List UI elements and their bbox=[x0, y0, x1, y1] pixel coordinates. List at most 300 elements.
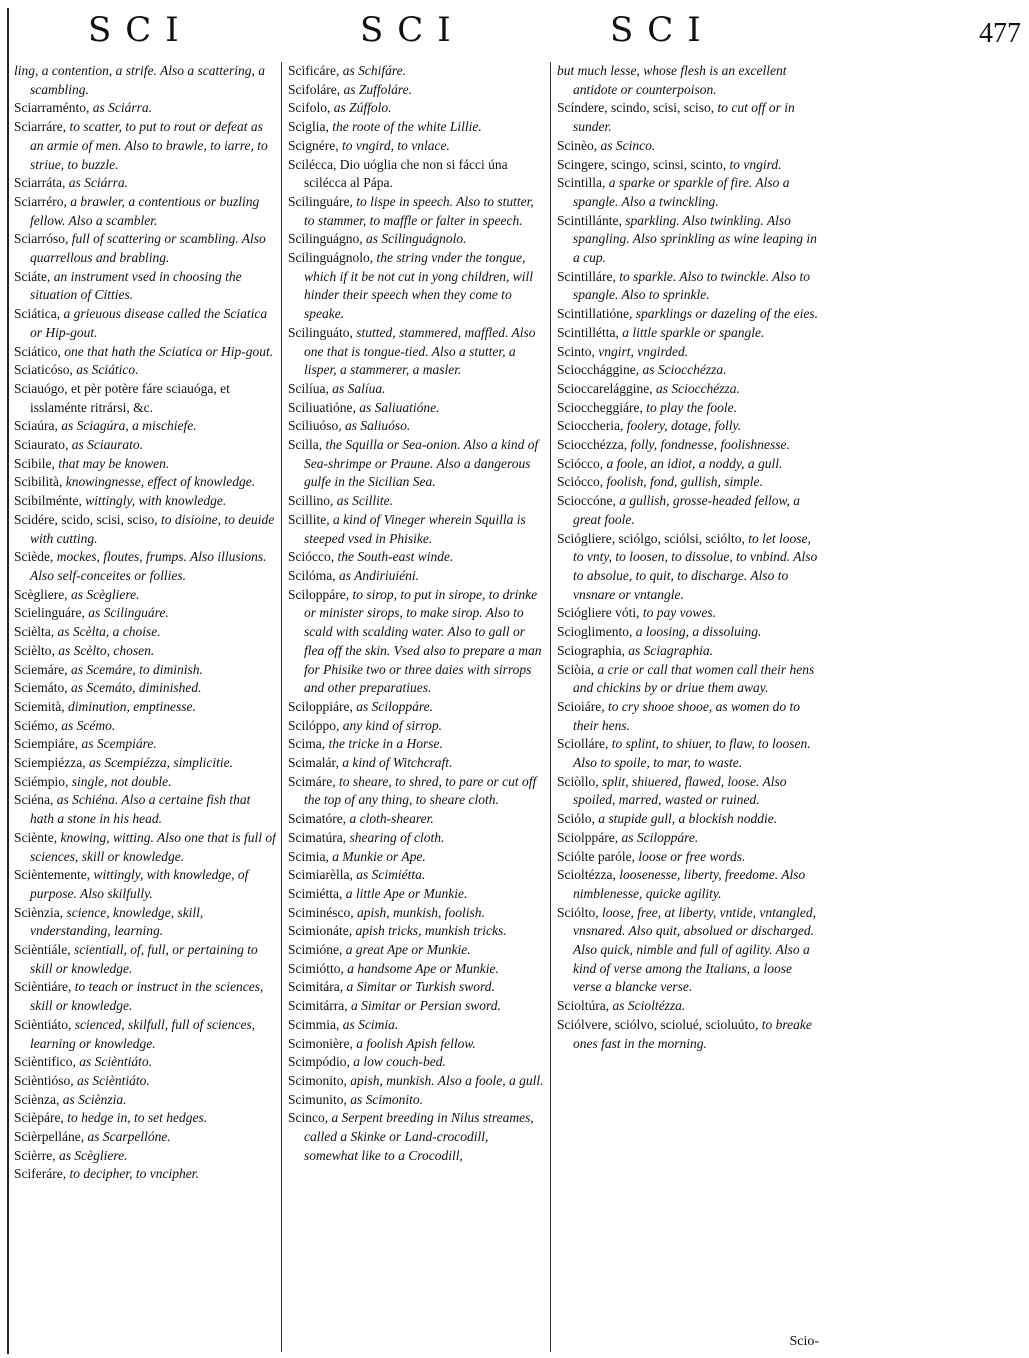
dictionary-entry bbox=[557, 455, 819, 474]
headword: Sciólvere, sciólvo, sciolué, scioluúto, bbox=[557, 1016, 759, 1032]
dictionary-entry bbox=[14, 791, 276, 828]
definition: shearing of cloth. bbox=[349, 829, 445, 845]
definition: as Sciárra. bbox=[92, 100, 152, 116]
definition: as Scimonito. bbox=[350, 1091, 424, 1107]
headword: Scièntiáto, bbox=[14, 1016, 72, 1032]
definition: knowing, witting. Also one that is full of sciences, skill or knowledge. bbox=[30, 829, 276, 864]
headword: Scègliere, bbox=[14, 586, 68, 602]
dictionary-entry bbox=[14, 492, 276, 511]
headword: Sciliuatióne, bbox=[288, 399, 356, 415]
definition: as Schiéna. Also a certaine fish that hath a stone in his head. bbox=[30, 792, 251, 827]
dictionary-entry bbox=[557, 473, 819, 492]
dictionary-entry bbox=[14, 978, 276, 1015]
dictionary-entry bbox=[557, 829, 819, 848]
headword: Scièrpelláne, bbox=[14, 1129, 85, 1145]
headword: Scimonière, bbox=[288, 1035, 353, 1051]
dictionary-column-3 bbox=[557, 62, 819, 1354]
headword: Sciènza, bbox=[14, 1091, 60, 1107]
dictionary-entry bbox=[14, 268, 276, 305]
dictionary-entry bbox=[288, 249, 545, 324]
headword: Sciòllo, bbox=[557, 773, 599, 789]
definition: the roote of the white Lillie. bbox=[332, 119, 482, 135]
dictionary-entry bbox=[557, 698, 819, 735]
headword: Scima, bbox=[288, 736, 326, 752]
dictionary-entry bbox=[14, 473, 276, 492]
definition: as Scemáre, to diminish. bbox=[70, 661, 203, 677]
headword: Scimpódio, bbox=[288, 1054, 350, 1070]
definition: as Zúffolo. bbox=[333, 100, 392, 116]
headword: Scièlta, bbox=[14, 624, 55, 640]
dictionary-entry bbox=[557, 1016, 819, 1053]
dictionary-entry bbox=[288, 866, 545, 885]
dictionary-entry bbox=[288, 1091, 545, 1110]
definition: to lispe in speech. Also to stutter, to stammer, to maffle or falter in speech. bbox=[304, 193, 534, 228]
dictionary-entry bbox=[557, 212, 819, 268]
definition: a great Ape or Munkie. bbox=[345, 942, 471, 958]
definition: as Salíua. bbox=[332, 380, 386, 396]
dictionary-entry bbox=[557, 399, 819, 418]
definition: diminution, emptinesse. bbox=[68, 698, 196, 714]
definition: a grieuous disease called the Sciatica or Hip-gout. bbox=[30, 306, 268, 340]
definition: to pay vowes. bbox=[642, 605, 716, 621]
headword: Scilinguáto, bbox=[288, 324, 353, 340]
definition: a gullish, grosse-headed fellow, a great foole. bbox=[573, 493, 800, 527]
definition: the South-east winde. bbox=[337, 549, 454, 565]
definition: as Scémo. bbox=[61, 717, 116, 733]
dictionary-entry bbox=[14, 1072, 276, 1091]
dictionary-entry bbox=[288, 492, 545, 511]
headword: Scifoláre, bbox=[288, 81, 341, 97]
dictionary-entry bbox=[14, 174, 276, 193]
definition: the string vnder the tongue, which if it be not cut in yong children, will hinder their speech when they come to speake. bbox=[304, 250, 533, 322]
headword: Scimalár, bbox=[288, 755, 339, 771]
headword: Sciócco, bbox=[288, 549, 335, 565]
headword: Scioccheria, bbox=[557, 418, 624, 434]
dictionary-entry bbox=[14, 623, 276, 642]
headword: Scintilla, bbox=[557, 175, 606, 191]
dictionary-entry bbox=[557, 530, 819, 605]
dictionary-entry bbox=[288, 941, 545, 960]
dictionary-entry bbox=[14, 1091, 276, 1110]
headword: Sciloppiáre, bbox=[288, 698, 353, 714]
definition: as Scemáto, diminished. bbox=[71, 680, 202, 696]
dictionary-entry bbox=[14, 230, 276, 267]
definition: a kind of Witchcraft. bbox=[342, 755, 453, 771]
definition: wittingly, with knowledge. bbox=[85, 493, 227, 509]
headword: Sciède, bbox=[14, 549, 54, 565]
headword: Scièntiále, bbox=[14, 942, 71, 958]
headword: Scimáre, bbox=[288, 773, 336, 789]
dictionary-entry bbox=[14, 417, 276, 436]
definition: stutted, stammered, maffled. Also one that is tongue-tied. Also a stutter, a lisper, a stammerer, a masler. bbox=[304, 324, 536, 378]
dictionary-entry bbox=[288, 62, 545, 81]
dictionary-entry bbox=[14, 1053, 276, 1072]
definition: the Squilla or Sea-onion. Also a kind of Sea-shrimpe or Praune. Also a dangerous gulfe in the Sicilian Sea. bbox=[304, 437, 539, 490]
definition: to play the foole. bbox=[646, 399, 737, 415]
dictionary-entry bbox=[557, 904, 819, 998]
dictionary-entry bbox=[14, 1109, 276, 1128]
definition: ling, a contention, a strife. Also a scattering, a scambling. bbox=[14, 63, 265, 97]
headword: Sciglia, bbox=[288, 119, 329, 135]
definition: a Serpent breeding in Nilus streames, called a Skinke or Land-crocodill, somewhat like to a Crocodill, bbox=[304, 1110, 534, 1163]
headword: Scimunito, bbox=[288, 1091, 347, 1107]
definition: as Scempiézza, simplicitie. bbox=[88, 755, 233, 771]
dictionary-entry bbox=[557, 62, 819, 99]
headword: Scilinguágno, bbox=[288, 231, 363, 247]
headword: Scioltúra, bbox=[557, 998, 610, 1014]
headword: Scibilménte, bbox=[14, 493, 82, 509]
definition: to disioine, to deuide with cutting. bbox=[30, 511, 275, 546]
dictionary-entry bbox=[557, 436, 819, 455]
definition: a Simitar or Persian sword. bbox=[350, 998, 501, 1014]
definition: to cry shooe shooe, as women do to their hens. bbox=[573, 698, 800, 733]
definition: a little sparkle or spangle. bbox=[622, 324, 765, 340]
definition: as Scèlto, chosen. bbox=[58, 642, 155, 658]
dictionary-entry bbox=[557, 642, 819, 661]
definition: as Sciocchézza. bbox=[655, 380, 740, 396]
headword: Scillite, bbox=[288, 511, 330, 527]
headword: Scièntifico, bbox=[14, 1054, 76, 1070]
headword: Sciéna, bbox=[14, 792, 54, 808]
definition: to scatter, to put to rout or defeat as an armie of men. Also to brawle, to iarre, to striue, to buzzle. bbox=[30, 119, 268, 172]
dictionary-entry bbox=[288, 511, 545, 548]
definition: folly, fondnesse, foolishnesse. bbox=[630, 437, 790, 453]
definition: as Sciárra. bbox=[68, 175, 128, 191]
dictionary-entry bbox=[288, 156, 545, 193]
headword: Scibilità, bbox=[14, 474, 63, 490]
dictionary-entry bbox=[557, 735, 819, 772]
headword: Sciocchággine, bbox=[557, 362, 640, 378]
headword: Sciógliere vóti, bbox=[557, 605, 640, 621]
definition: science, knowledge, skill, vnderstanding, learning. bbox=[30, 904, 204, 939]
definition: as Sciloppáre. bbox=[356, 698, 433, 714]
definition: any kind of sirrop. bbox=[342, 717, 443, 733]
headword: Sciémo, bbox=[14, 717, 58, 733]
headword: Sciographia, bbox=[557, 642, 625, 658]
dictionary-entry bbox=[288, 193, 545, 230]
definition: sparklings or dazeling of the eies. bbox=[635, 306, 818, 322]
headword: Scillino, bbox=[288, 493, 334, 509]
running-header bbox=[0, 10, 1029, 58]
dictionary-entry bbox=[557, 661, 819, 698]
definition: to hedge in, to set hedges. bbox=[67, 1110, 208, 1126]
headword: Scilóppo, bbox=[288, 717, 340, 733]
headword: Sciempiézza, bbox=[14, 755, 86, 771]
dictionary-entry bbox=[288, 1109, 545, 1165]
dictionary-entry bbox=[288, 137, 545, 156]
definition: scienced, skilfull, full of sciences, learning or knowledge. bbox=[30, 1016, 256, 1051]
headword: Scintillánte, bbox=[557, 212, 622, 228]
definition: as Sciloppáre. bbox=[621, 829, 699, 845]
definition: one that hath the Sciatica or Hip-gout. bbox=[64, 343, 274, 359]
dictionary-entry bbox=[557, 810, 819, 829]
headword: Sciolppáre, bbox=[557, 829, 619, 845]
definition: a cloth-shearer. bbox=[349, 811, 434, 827]
dictionary-entry bbox=[14, 511, 276, 548]
catchword: Scio- bbox=[789, 1334, 819, 1349]
definition: to decipher, to vncipher. bbox=[69, 1166, 199, 1182]
headword: Scimatúra, bbox=[288, 829, 347, 845]
headword: Scinco, bbox=[288, 1110, 329, 1126]
headword: Sciolláre, bbox=[557, 736, 609, 752]
dictionary-entry bbox=[14, 193, 276, 230]
dictionary-entry bbox=[14, 604, 276, 623]
dictionary-entry bbox=[557, 324, 819, 343]
headword: Sciático, bbox=[14, 343, 61, 359]
definition: as Scimia. bbox=[342, 1016, 399, 1032]
headword: Scilóma, bbox=[288, 567, 336, 583]
headword: Sciemáre, bbox=[14, 661, 68, 677]
definition: as Saliuatióne. bbox=[359, 399, 440, 415]
definition: as Zuffoláre. bbox=[343, 81, 412, 97]
dictionary-entry bbox=[14, 941, 276, 978]
column-divider bbox=[281, 62, 282, 1352]
dictionary-entry bbox=[14, 735, 276, 754]
definition: to vngird, to vnlace. bbox=[341, 137, 450, 153]
definition: as Scilinguáre. bbox=[88, 605, 169, 621]
definition: a low couch-bed. bbox=[353, 1054, 446, 1070]
header-center: SCI bbox=[360, 10, 465, 50]
headword: Sciarraménto, bbox=[14, 100, 90, 116]
headword: Scintillatióne, bbox=[557, 306, 633, 322]
dictionary-entry bbox=[14, 343, 276, 362]
dictionary-entry bbox=[557, 866, 819, 903]
definition: as Scillite. bbox=[336, 493, 394, 509]
definition: a sparke or sparkle of fire. Also a spangle. Also a twinckling. bbox=[573, 175, 790, 209]
dictionary-entry bbox=[14, 436, 276, 455]
dictionary-entry bbox=[288, 567, 545, 586]
headword: Sciemáto, bbox=[14, 680, 68, 696]
dictionary-entry bbox=[14, 754, 276, 773]
headword: Scinèo, bbox=[557, 137, 598, 153]
definition: foolery, dotage, folly. bbox=[626, 418, 742, 434]
definition: as Scièntiáto. bbox=[79, 1054, 152, 1070]
dictionary-entry bbox=[288, 960, 545, 979]
definition: a Munkie or Ape. bbox=[332, 848, 426, 864]
dictionary-entry bbox=[557, 623, 819, 642]
definition: the tricke in a Horse. bbox=[328, 736, 443, 752]
definition: but much lesse, whose flesh is an excellent antidote or counterpoison. bbox=[557, 63, 787, 97]
headword: Scintillétta, bbox=[557, 324, 619, 340]
dictionary-entry bbox=[14, 698, 276, 717]
headword: Scioiáre, bbox=[557, 698, 605, 714]
headword: Scioltézza, bbox=[557, 867, 616, 883]
headword: Sciólte paróle, bbox=[557, 848, 635, 864]
definition: as Sciagraphia. bbox=[628, 642, 713, 658]
headword: Scilla, bbox=[288, 437, 323, 453]
headword: Sciólo, bbox=[557, 811, 595, 827]
dictionary-entry bbox=[557, 997, 819, 1016]
dictionary-entry bbox=[288, 1053, 545, 1072]
dictionary-entry bbox=[288, 399, 545, 418]
headword: Scimiótto, bbox=[288, 960, 344, 976]
column-divider bbox=[550, 62, 551, 1352]
dictionary-entry bbox=[14, 661, 276, 680]
dictionary-entry bbox=[288, 885, 545, 904]
dictionary-entry bbox=[14, 1128, 276, 1147]
dictionary-entry bbox=[14, 380, 276, 417]
definition: sparkling. Also twinkling. Also spangling. Also sprinkling as wine leaping in a cup. bbox=[573, 212, 817, 266]
definition: as Sciocchézza. bbox=[642, 362, 727, 378]
definition: single, not double. bbox=[71, 773, 172, 789]
definition: to teach or instruct in the sciences, skill or knowledge. bbox=[30, 979, 264, 1014]
definition: to cut off or in sunder. bbox=[573, 100, 795, 135]
dictionary-entry bbox=[557, 137, 819, 156]
headword: Sciarróso, bbox=[14, 231, 69, 247]
headword: Sciólto, bbox=[557, 904, 599, 920]
definition: that may be knowen. bbox=[58, 455, 170, 471]
headword: Sciliuóso, bbox=[288, 418, 342, 434]
headword: Scièlto, bbox=[14, 642, 55, 658]
dictionary-entry bbox=[288, 904, 545, 923]
definition: as Scègliere. bbox=[70, 586, 140, 602]
dictionary-entry bbox=[14, 1147, 276, 1166]
headword: Sciócco, bbox=[557, 455, 604, 471]
headword: Sciarréro, bbox=[14, 193, 67, 209]
definition: to sheare, to shred, to pare or cut off the top of any thing, to sheare cloth. bbox=[304, 773, 537, 808]
dictionary-entry bbox=[288, 417, 545, 436]
definition: as Scempiáre. bbox=[81, 736, 157, 752]
headword: Scioccóne, bbox=[557, 493, 616, 509]
definition: to sparkle. Also to twinckle. Also to spangle. Also to sprinkle. bbox=[573, 268, 810, 303]
headword: Sciloppáre, bbox=[288, 586, 350, 602]
definition: wittingly, with knowledge, of purpose. Also skilfully. bbox=[30, 867, 249, 901]
dictionary-entry bbox=[288, 548, 545, 567]
definition: apish tricks, munkish tricks. bbox=[355, 923, 507, 939]
definition: loose or free words. bbox=[638, 848, 746, 864]
headword: Scièntemente, bbox=[14, 867, 91, 883]
definition: as Sciático. bbox=[76, 362, 139, 378]
dictionary-entry bbox=[557, 174, 819, 211]
headword: Scintilláre, bbox=[557, 268, 616, 284]
definition: full of scattering or scambling. Also quarrellous and brabling. bbox=[30, 231, 266, 266]
header-left: SCI bbox=[88, 10, 193, 50]
dictionary-entry bbox=[557, 773, 819, 810]
definition: a foolish Apish fellow. bbox=[356, 1035, 476, 1051]
dictionary-entry bbox=[288, 810, 545, 829]
definition: split, shiuered, flawed, loose. Also spoiled, marred, wasted or ruined. bbox=[573, 773, 787, 808]
headword: Sciòia, bbox=[557, 661, 595, 677]
dictionary-entry bbox=[557, 343, 819, 362]
headword: Sciauógo, et pèr potère fáre sciauóga, et isslaménte ritrársi, &c. bbox=[14, 380, 230, 415]
dictionary-entry bbox=[557, 361, 819, 380]
headword: Scimitára, bbox=[288, 979, 344, 995]
headword: Scilinguáre, bbox=[288, 193, 353, 209]
headword: Sciémpio, bbox=[14, 773, 69, 789]
definition: as Saliuóso. bbox=[345, 418, 411, 434]
definition: to let loose, to vnty, to loosen, to dissolue, to vnbind. Also to absolue, to quit, to discharge. Also to vnsnare or vntangle. bbox=[573, 530, 818, 602]
definition: a foole, an idiot, a noddy, a gull. bbox=[606, 455, 783, 471]
header-right: SCI bbox=[610, 10, 715, 50]
dictionary-entry bbox=[14, 305, 276, 342]
definition: apish, munkish, foolish. bbox=[357, 904, 485, 920]
dictionary-entry bbox=[14, 642, 276, 661]
headword: Sciemità, bbox=[14, 698, 65, 714]
headword: Sciaticóso, bbox=[14, 362, 73, 378]
headword: Sciènte, bbox=[14, 829, 58, 845]
headword: Sciènzia, bbox=[14, 904, 64, 920]
definition: a Simitar or Turkish sword. bbox=[346, 979, 495, 995]
headword: Scignére, bbox=[288, 137, 339, 153]
headword: Sciócco, bbox=[557, 474, 604, 490]
headword: Sciocchézza, bbox=[557, 437, 628, 453]
headword: Scimiétta, bbox=[288, 885, 343, 901]
headword: Scilíua, bbox=[288, 380, 329, 396]
headword: Sciaurato, bbox=[14, 437, 69, 453]
dictionary-entry bbox=[14, 118, 276, 174]
headword: Scioccheggiáre, bbox=[557, 399, 643, 415]
headword: Scibile, bbox=[14, 455, 55, 471]
definition: as Scièntiáto. bbox=[77, 1072, 150, 1088]
definition: as Schifáre. bbox=[342, 63, 406, 78]
definition: as Sciagúra, a mischiefe. bbox=[61, 418, 197, 434]
headword: Scièpáre, bbox=[14, 1110, 64, 1126]
dictionary-entry bbox=[288, 1035, 545, 1054]
dictionary-entry bbox=[14, 717, 276, 736]
dictionary-entry bbox=[14, 1016, 276, 1053]
definition: apish, munkish. Also a foole, a gull. bbox=[350, 1072, 544, 1088]
definition: as Scimiétta. bbox=[356, 867, 426, 883]
dictionary-entry bbox=[557, 380, 819, 399]
dictionary-entry bbox=[557, 268, 819, 305]
dictionary-entry bbox=[557, 604, 819, 623]
dictionary-entry bbox=[288, 698, 545, 717]
dictionary-entry bbox=[288, 99, 545, 118]
definition: as Sciaurato. bbox=[71, 437, 143, 453]
dictionary-entry bbox=[288, 586, 545, 698]
headword: Scimionáte, bbox=[288, 923, 353, 939]
definition: foolish, fond, gullish, simple. bbox=[606, 474, 763, 490]
dictionary-entry bbox=[14, 829, 276, 866]
headword: Scièntiáre, bbox=[14, 979, 72, 995]
dictionary-entry bbox=[14, 62, 276, 99]
dictionary-entry bbox=[14, 455, 276, 474]
dictionary-entry bbox=[557, 848, 819, 867]
headword: Sciógliere, sciólgo, sciólsi, sciólto, bbox=[557, 530, 745, 546]
definition: a loosing, a dissoluing. bbox=[635, 624, 762, 640]
headword: Sciferáre, bbox=[14, 1166, 67, 1182]
definition: a crie or call that women call their hens and chickins by or driue them away. bbox=[573, 661, 815, 696]
definition: scientiall, of, full, or pertaining to skill or knowledge. bbox=[30, 942, 258, 976]
definition: a kind of Vineger wherein Squilla is steeped vsed in Phisike. bbox=[304, 511, 526, 546]
definition: to splint, to shiuer, to flaw, to loosen. Also to spoile, to mar, to waste. bbox=[573, 736, 811, 771]
definition: as Scioltézza. bbox=[612, 998, 686, 1014]
headword: Sciarráre, bbox=[14, 119, 67, 135]
definition: mockes, floutes, frumps. Also illusions. Also self-conceites or follies. bbox=[30, 549, 267, 583]
dictionary-entry bbox=[14, 1165, 276, 1184]
dictionary-entry bbox=[288, 436, 545, 492]
definition: to breake ones fast in the morning. bbox=[573, 1016, 812, 1051]
dictionary-entry bbox=[288, 997, 545, 1016]
headword: Sciempiáre, bbox=[14, 736, 79, 752]
definition: as Scègliere. bbox=[58, 1147, 128, 1163]
dictionary-entry bbox=[288, 81, 545, 100]
dictionary-entry bbox=[288, 754, 545, 773]
page-left-rule bbox=[7, 8, 9, 1354]
headword: Sciaúra, bbox=[14, 418, 58, 434]
dictionary-entry bbox=[288, 829, 545, 848]
headword: Sciarráta, bbox=[14, 175, 66, 191]
dictionary-entry bbox=[288, 230, 545, 249]
definition: as Scarpellóne. bbox=[87, 1129, 171, 1145]
dictionary-column-1 bbox=[14, 62, 276, 1354]
headword: Scimiarèlla, bbox=[288, 867, 353, 883]
headword: Scielinguáre, bbox=[14, 605, 85, 621]
headword: Scièntióso, bbox=[14, 1072, 74, 1088]
definition: as Andiriuiéni. bbox=[339, 567, 420, 583]
definition: to sirop, to put in sirope, to drinke or minister sirops, to make sirop. Also to scald with scalding water. Also to gall or flea off the skin. Vsed also to prepare a man for Phisike two or three daies with sirrops and other preparatiues. bbox=[304, 586, 542, 696]
headword: Scimmia, bbox=[288, 1016, 340, 1032]
